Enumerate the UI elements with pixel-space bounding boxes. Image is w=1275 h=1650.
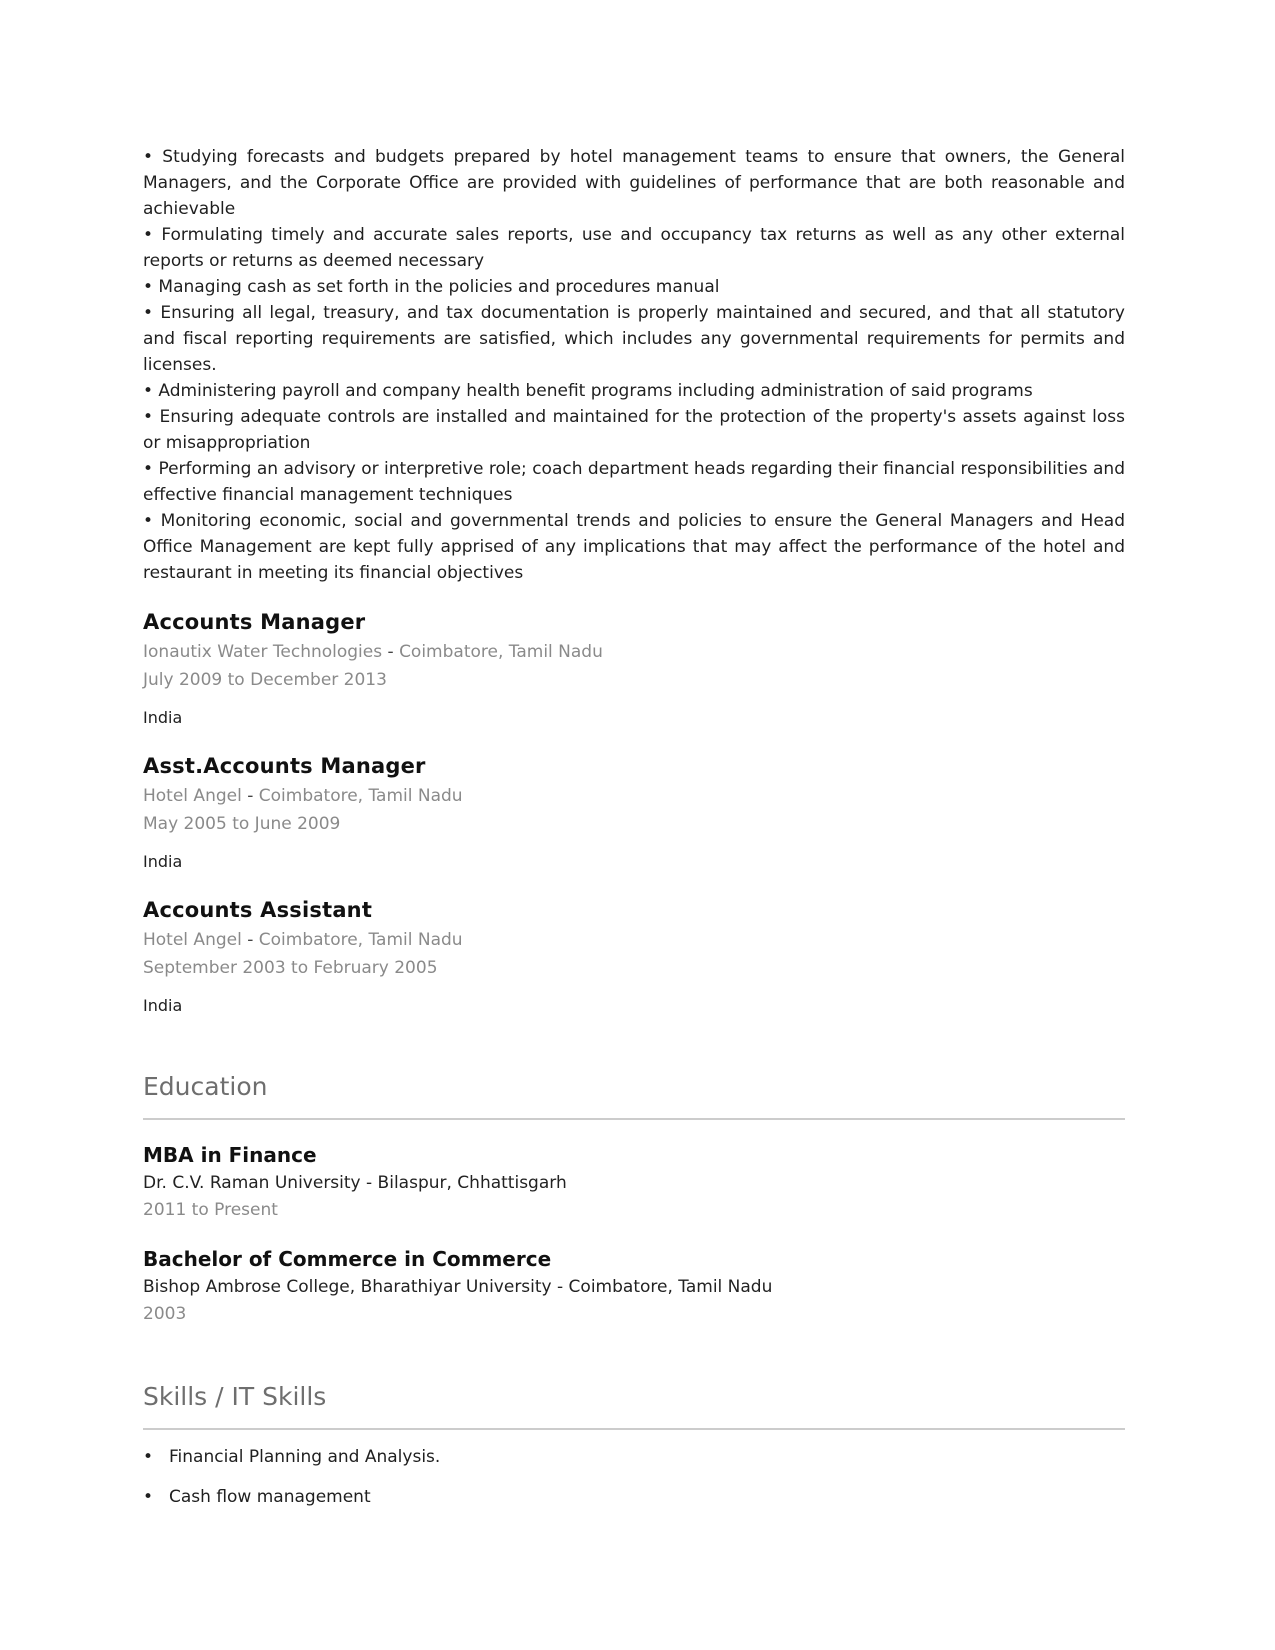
job-title: Asst.Accounts Manager [143, 754, 426, 778]
education-section [143, 1070, 1125, 1328]
skills-section [143, 1380, 1125, 1510]
job-entry [143, 894, 1125, 1018]
job-country: India [143, 996, 183, 1015]
education-degree: MBA in Finance [143, 1143, 317, 1167]
experience-bullet: • Formulating timely and accurate sales reports, use and occupancy tax returns as well as any other external reports or returns as deemed necessary [143, 225, 1125, 271]
skills-list [143, 1444, 1125, 1510]
job-title: Accounts Manager [143, 610, 366, 634]
job-dates: May 2005 to June 2009 [143, 814, 341, 834]
experience-bullet: • Performing an advisory or interpretive role; coach department heads regarding their financial responsibilities and effective financial management techniques [143, 459, 1125, 505]
job-company: Hotel Angel [143, 930, 242, 950]
experience-bullet: • Ensuring all legal, treasury, and tax documentation is properly maintained and secured, and that all statutory and fiscal reporting requirements are satisfied, which includes any governmental requirements for permits and licenses. [143, 303, 1125, 375]
job-entry [143, 750, 1125, 874]
experience-bullet: • Studying forecasts and budgets prepared by hotel management teams to ensure that owners, the General Managers, and the Corporate Office are provided with guidelines of performance that are both reasonable and achievable [143, 147, 1125, 219]
experience-bullet: • Ensuring adequate controls are installed and maintained for the protection of the property's assets against loss or misappropriation [143, 407, 1125, 453]
job-location: Coimbatore, Tamil Nadu [258, 930, 463, 950]
job-dates: September 2003 to February 2005 [143, 958, 438, 978]
skill-label: Financial Planning and Analysis. [169, 1447, 441, 1467]
company-location-separator: - [247, 930, 254, 950]
education-school: Bishop Ambrose College, Bharathiyar University - Coimbatore, Tamil Nadu [143, 1277, 773, 1297]
job-country: India [143, 708, 183, 727]
resume-content [143, 144, 1125, 1510]
company-location-separator: - [387, 642, 394, 662]
job-entry [143, 606, 1125, 730]
skill-item [143, 1484, 1125, 1510]
job-dates: July 2009 to December 2013 [143, 670, 387, 690]
education-section-heading: Education [143, 1070, 1125, 1120]
job-company: Ionautix Water Technologies [143, 642, 383, 662]
job-title: Accounts Assistant [143, 898, 373, 922]
education-entry [143, 1244, 1125, 1328]
job-location: Coimbatore, Tamil Nadu [399, 642, 603, 662]
education-dates: 2003 [143, 1304, 187, 1324]
experience-bullet: • Monitoring economic, social and governmental trends and policies to ensure the General Managers and Head Office Management are kept fully apprised of any implications that may affect the performance of the hotel and restaurant in meeting its financial objectives [143, 511, 1125, 583]
job-company-location [143, 782, 1125, 810]
bullet-icon: • [143, 1447, 154, 1467]
job-company-location [143, 926, 1125, 954]
company-location-separator: - [247, 786, 254, 806]
job-company-location [143, 638, 1125, 666]
education-entry [143, 1140, 1125, 1224]
job-location: Coimbatore, Tamil Nadu [258, 786, 463, 806]
bullet-icon: • [143, 1487, 154, 1507]
skill-label: Cash flow management [169, 1487, 371, 1507]
job-country: India [143, 852, 183, 871]
education-degree: Bachelor of Commerce in Commerce [143, 1247, 552, 1271]
job-company: Hotel Angel [143, 786, 242, 806]
skill-item [143, 1444, 1125, 1470]
experience-bullet: • Managing cash as set forth in the policies and procedures manual [143, 277, 720, 297]
experience-bullet: • Administering payroll and company health benefit programs including administration of said programs [143, 381, 1033, 401]
education-dates: 2011 to Present [143, 1200, 278, 1220]
education-school: Dr. C.V. Raman University - Bilaspur, Chhattisgarh [143, 1173, 567, 1193]
skills-section-heading: Skills / IT Skills [143, 1380, 1125, 1430]
experience-bullet-list [143, 144, 1125, 586]
